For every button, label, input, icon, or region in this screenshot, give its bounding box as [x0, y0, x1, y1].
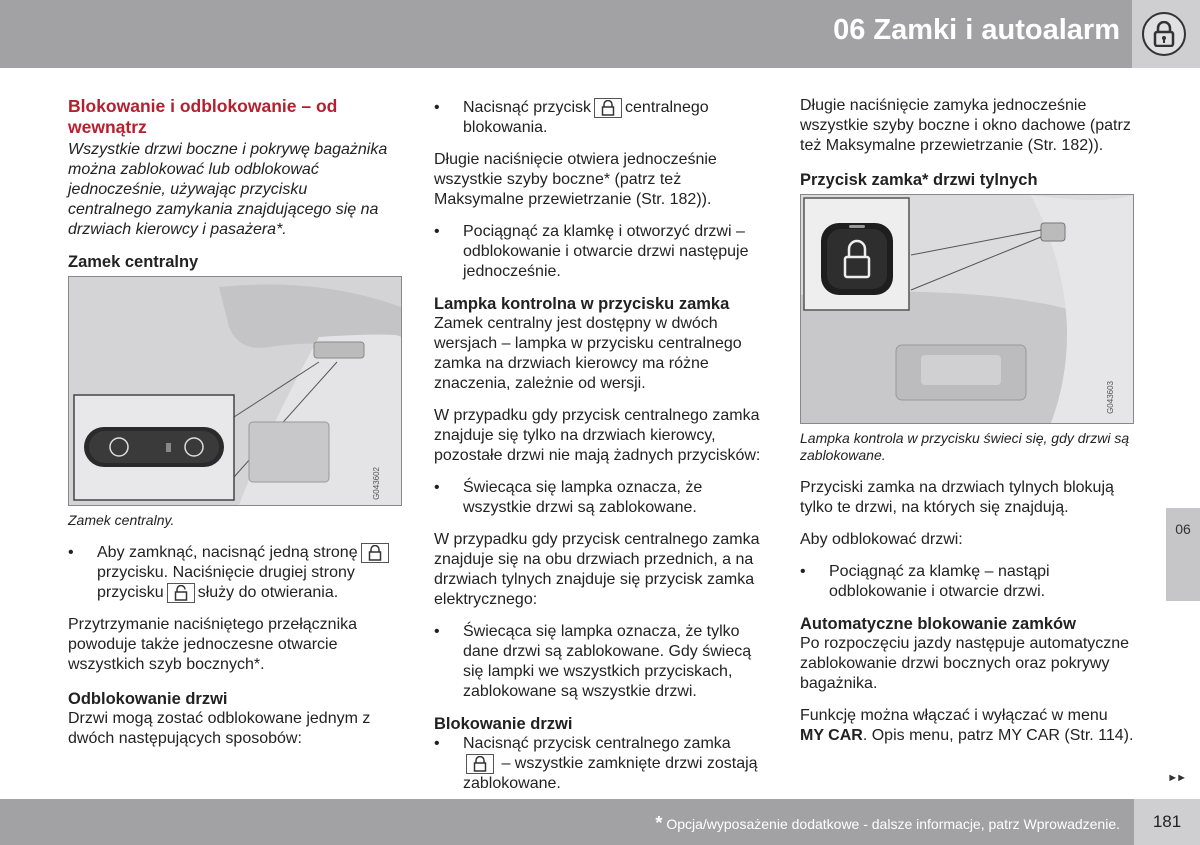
paragraph: Przyciski zamka na drzwiach tylnych blokują tylko te drzwi, na których się znajdują.	[800, 479, 1114, 516]
list-item: • Świecąca się lampka oznacza, że wszystkie drzwi są zablokowane.	[434, 479, 703, 516]
column-3	[800, 92, 1135, 758]
paragraph: W przypadku gdy przycisk centralnego zamka znajduje się na obu drzwiach przednich, a na drzwiach tylnych znajduje się przycisk zamka elektrycznego:	[434, 531, 760, 608]
chapter-title: 06 Zamki i autoalarm	[833, 14, 1120, 46]
lock-button-icon	[361, 543, 389, 563]
page-footer	[0, 799, 1134, 845]
section-heading: Blokowanie i odblokowanie – od wewnątrz	[68, 96, 338, 137]
subheading-auto-lock: Automatyczne blokowanie zamków	[800, 615, 1076, 633]
chapter-side-tab: 06	[1166, 508, 1200, 601]
page-header	[0, 0, 1200, 68]
figure-caption: Lampka kontrola w przycisku świeci się, gdy drzwi są zablokowane.	[800, 430, 1130, 463]
menu-name: MY CAR	[800, 727, 863, 744]
paragraph: Aby odblokować drzwi:	[800, 531, 963, 548]
paragraph: Długie naciśnięcie zamyka jednocześnie wszystkie szyby boczne i okno dachowe (patrz też Maksymalne przewietrzanie (Str. 182)).	[800, 97, 1131, 154]
subheading-indicator: Lampka kontrolna w przycisku zamka	[434, 295, 730, 313]
subheading-locking: Blokowanie drzwi	[434, 715, 573, 733]
image-code: G043602	[372, 467, 381, 500]
central-lock-photo	[68, 276, 402, 506]
image-code: G043603	[1106, 381, 1115, 414]
list-item: • Pociągnąć za klamkę i otworzyć drzwi – odblokowanie i otwarcie drzwi następuje jednocześnie.	[434, 223, 749, 280]
list-item: • Pociągnąć za klamkę – nastąpi odblokowanie i otwarcie drzwi.	[800, 563, 1050, 600]
list-item: • Nacisnąć przycisk centralnego blokowania.	[434, 99, 709, 136]
subheading-rear-lock: Przycisk zamka* drzwi tylnych	[800, 171, 1038, 189]
column-2	[434, 92, 769, 806]
paragraph: Długie naciśnięcie otwiera jednocześnie wszystkie szyby boczne* (patrz też Maksymalne przewietrzanie (Str. 182)).	[434, 151, 717, 208]
list-item: • Aby zamknąć, nacisnąć jedną stronęprzycisku. Naciśnięcie drugiej strony przycisku służy do otwierania.	[68, 543, 393, 603]
subheading-central-lock: Zamek centralny	[68, 253, 199, 271]
continue-arrows-icon: ►►	[1167, 772, 1185, 784]
rear-lock-photo	[800, 194, 1134, 424]
lock-button-icon	[466, 754, 494, 774]
paragraph: Funkcję można włączać i wyłączać w menu MY CAR. Opis menu, patrz MY CAR (Str. 114).	[800, 707, 1134, 744]
paragraph: Przytrzymanie naciśniętego przełącznika powoduje także jednoczesne otwarcie wszystkich szyb bocznych*.	[68, 616, 358, 673]
chapter-icon-box	[1132, 0, 1200, 68]
figure-caption: Zamek centralny.	[68, 512, 175, 528]
paragraph: W przypadku gdy przycisk centralnego zamka znajduje się tylko na drzwiach kierowcy, pozostałe drzwi nie mają żadnych przycisków:	[434, 407, 761, 464]
list-item: • Nacisnąć przycisk centralnego zamka – wszystkie zamknięte drzwi zostają zablokowane.	[434, 735, 758, 792]
list-item: • Świecąca się lampka oznacza, że tylko dane drzwi są zablokowane. Gdy świecą się lampki we wszystkich przyciskach, zablokowane są wszystkie drzwi.	[434, 623, 752, 700]
footnote: * Opcja/wyposażenie dodatkowe - dalsze informacje, patrz Wprowadzenie.	[655, 813, 1120, 833]
subheading-unlock: Odblokowanie drzwi	[68, 690, 228, 708]
page-number: 181	[1134, 799, 1200, 845]
paragraph: Po rozpoczęciu jazdy następuje automatyczne zablokowanie drzwi bocznych oraz pokrywy bagażnika.	[800, 635, 1130, 692]
intro-text: Wszystkie drzwi boczne i pokrywę bagażnika można zablokować lub odblokować jednocześnie, używając przycisku centralnego zamykania znajdującego się na drzwiach kierowcy i pasażera*.	[68, 141, 388, 238]
lock-icon	[1142, 12, 1186, 56]
paragraph: Zamek centralny jest dostępny w dwóch wersjach – lampka w przycisku centralnego zamka na drzwiach kierowcy ma różne znaczenia, zależnie od wersji.	[434, 315, 742, 392]
paragraph: Drzwi mogą zostać odblokowane jednym z dwóch następujących sposobów:	[68, 710, 371, 747]
lock-button-icon	[594, 98, 622, 118]
column-1	[68, 92, 393, 761]
unlock-button-icon	[167, 583, 195, 603]
